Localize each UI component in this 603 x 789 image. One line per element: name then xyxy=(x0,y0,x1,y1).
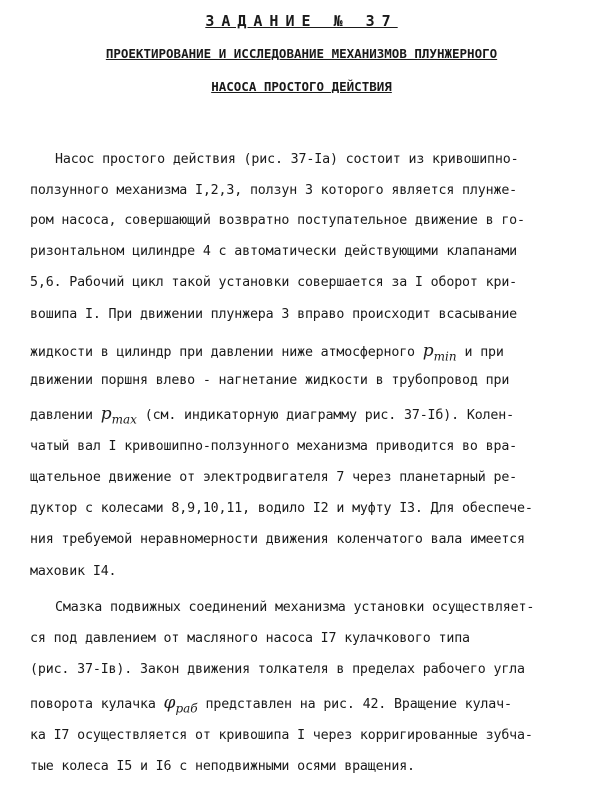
phi-work-symbol: $\varphi_{раб}$ xyxy=(163,693,198,716)
text-line-7-end: и при xyxy=(464,345,504,360)
text-line-10: чатый вал I кривошипно-ползунного механизма приводится во вра- xyxy=(30,439,518,454)
text-line-15: Смазка подвижных соединений механизма установки осуществляет- xyxy=(55,600,535,615)
text-line-16: ся под давлением от масляного насоса I7 кулачкового типа xyxy=(30,631,470,646)
text-line-13: ния требуемой неравномерности движения коленчатого вала имеется xyxy=(30,532,525,547)
text-line-3: ром насоса, совершающий возвратно поступательное движение в го- xyxy=(30,213,525,228)
text-line-4: ризонтальном цилиндре 4 с автоматически действующими клапанами xyxy=(30,244,518,259)
text-line-5: 5,6. Рабочий цикл такой установки совершается за I оборот кри- xyxy=(30,275,518,290)
text-line-9 xyxy=(30,406,514,427)
text-line-9-start: давлении xyxy=(30,408,93,423)
assignment-title: ЗАДАНИЕ № 37 xyxy=(205,12,398,30)
text-line-1: Насос простого действия (рис. 37-Iа) состоит из кривошипно- xyxy=(55,152,519,167)
text-line-9-end: (см. индикаторную диаграмму рис. 37-Iб). Колен- xyxy=(144,408,514,423)
text-line-17: (рис. 37-Iв). Закон движения толкателя в пределах рабочего угла xyxy=(30,662,525,677)
p-max-symbol: $p_{max}$ xyxy=(100,404,137,427)
assignment-subtitle-line2: НАСОСА ПРОСТОГО ДЕЙСТВИЯ xyxy=(211,79,392,94)
text-line-11: щательное движение от электродвигателя 7 через планетарный ре- xyxy=(30,470,518,485)
text-line-19: ка I7 осуществляется от кривошипа I через корригированные зубча- xyxy=(30,728,533,743)
assignment-subtitle-line1: ПРОЕКТИРОВАНИЕ И ИССЛЕДОВАНИЕ МЕХАНИЗМОВ ПЛУНЖЕРНОГО xyxy=(105,46,498,61)
text-line-18 xyxy=(30,695,512,716)
text-line-18-end: представлен на рис. 42. Вращение кулач- xyxy=(205,697,512,712)
text-line-8: движении поршня влево - нагнетание жидкости в трубопровод при xyxy=(30,373,510,388)
text-line-7-start: жидкости в цилиндр при давлении ниже атмосферного xyxy=(30,345,415,360)
p-min-symbol: $p_{min}$ xyxy=(422,341,457,364)
text-line-20: тые колеса I5 и I6 с неподвижными осями вращения. xyxy=(30,759,415,774)
text-line-2: ползунного механизма I,2,3, ползун 3 которого является плунже- xyxy=(30,183,518,198)
text-line-18-start: поворота кулачка xyxy=(30,697,156,712)
text-line-6: вошипа I. При движении плунжера 3 вправо происходит всасывание xyxy=(30,307,518,322)
text-line-14: маховик I4. xyxy=(30,564,117,579)
text-line-7 xyxy=(30,343,504,364)
text-line-12: дуктор с колесами 8,9,10,11, водило I2 и муфту I3. Для обеспече- xyxy=(30,501,533,516)
